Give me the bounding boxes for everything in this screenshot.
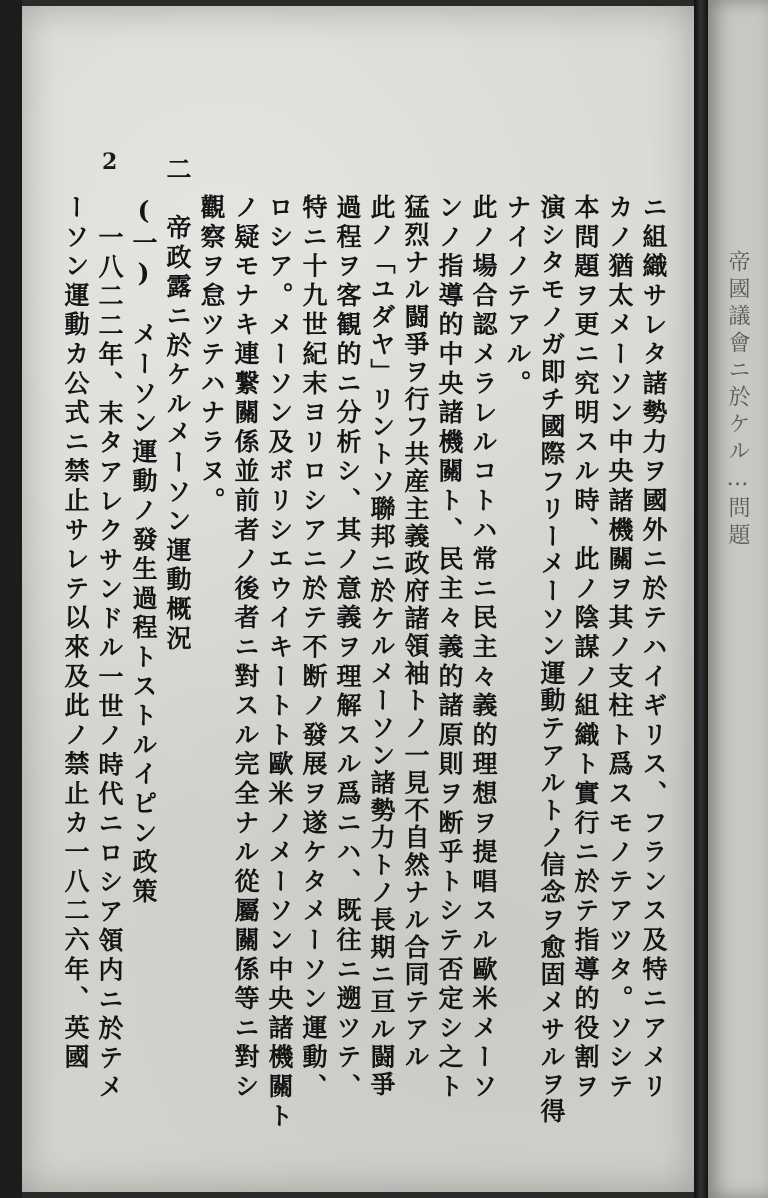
text-column-5: ナイノテアル。 xyxy=(503,194,532,400)
scan-left-edge xyxy=(0,0,22,1198)
text-column-12: ロシア。メーソン及ボリシエウイキートト歐米ノメーソン中央諸機關ト xyxy=(265,194,294,1132)
text-column-14: 觀察ヲ怠ツテハナラヌ。 xyxy=(197,194,226,517)
text-column-18: ーソン運動カ公式ニ禁止サレテ以來及此ノ禁止カ一八二六年、英國 xyxy=(61,194,90,1073)
text-column-9: 此ノ「ユダヤ」リントソ聯邦ニ於ケルメーソン諸勢力トノ長期ニ亘ル闘爭 xyxy=(367,194,396,1099)
text-column-8: 猛烈ナル闘爭ヲ行フ共産主義政府諸領袖トノ一見不自然ナル合同テアル xyxy=(401,194,430,1071)
text-column-11: 特ニ十九世紀末ヨリロシアニ於テ不断ノ發展ヲ遂ケタメーソン運動、 xyxy=(299,194,328,1103)
section-heading: 二 帝政露ニ於ケルメーソン運動概況 xyxy=(163,156,192,655)
text-column-2: カノ猶太メーソン中央諸機關ヲ其ノ支柱ト爲スモノテアツタ。ソシテ xyxy=(605,194,634,1103)
text-column-7: ンノ指導的中央諸機關ト、民主々義的諸原則ヲ断乎トシテ否定シ之ト xyxy=(435,194,464,1103)
document-page xyxy=(22,6,694,1192)
text-column-10: 過程ヲ客観的ニ分析シ、其ノ意義ヲ理解スル爲ニハ、既往ニ遡ツテ、 xyxy=(333,194,362,1103)
text-column-1: ニ組織サレタ諸勢力ヲ國外ニ於テハイギリス、フランス及特ニアメリ xyxy=(639,194,668,1103)
text-column-6: 此ノ場合認メラレルコトハ常ニ民主々義的理想ヲ提唱スル歐米メーソ xyxy=(469,194,498,1103)
running-head: 帝國議會ニ於ケル…問題 xyxy=(725,250,750,550)
facing-page-edge xyxy=(708,0,768,1198)
subsection-heading: (一) メーソン運動ノ發生過程トストルイピン政策 xyxy=(129,196,158,908)
text-column-3: 本問題ヲ更ニ究明スル時、此ノ陰謀ノ組織ト實行ニ於テ指導的役割ヲ xyxy=(571,194,600,1103)
text-column-4: 演シタモノガ即チ國際フリーメーソン運動テアルトノ信念ヲ愈固メサルヲ得 xyxy=(537,194,566,1126)
page-number: 2 xyxy=(102,149,118,175)
book-gutter xyxy=(694,0,708,1198)
text-column-17: 一八二二年、末タアレクサンドル一世ノ時代ニロシア領内ニ於テメ xyxy=(95,224,124,1103)
text-column-13: ノ疑モナキ連繋關係並前者ノ後者ニ對スル完全ナル從屬關係等ニ對シ xyxy=(231,194,260,1103)
